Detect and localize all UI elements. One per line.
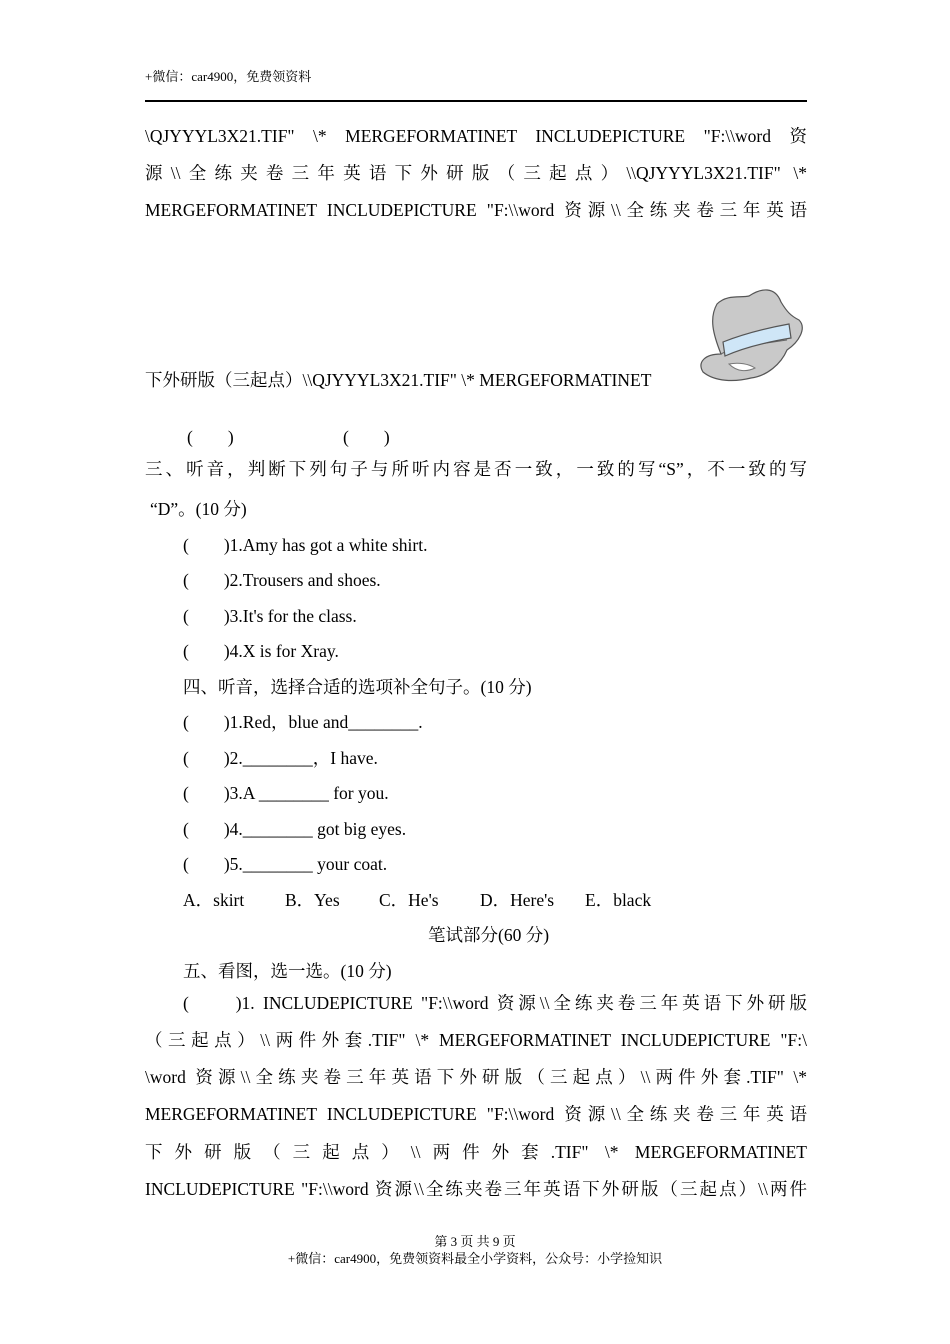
section4-item-1: ( )1.Red，blue and________. bbox=[183, 712, 423, 732]
page-footer: +微信：car4900，免费领资料最全小学资料，公众号：小学捡知识 bbox=[287, 1251, 663, 1266]
section5-title: 五、看图，选一选。(10 分) bbox=[183, 961, 392, 981]
section4-item-4: ( )4.________ got big eyes. bbox=[183, 819, 407, 839]
written-part-title: 笔试部分(60 分) bbox=[428, 925, 550, 945]
page-header: +微信：car4900，免费领资料 bbox=[145, 69, 312, 84]
intro-line-2: 源\\全练夹卷三年英语下外研版（三起点）\\QJYYYL3X21.TIF" \* bbox=[145, 163, 807, 183]
section5-line-3: \word 资源\\全练夹卷三年英语下外研版（三起点）\\两件外套.TIF" \* bbox=[145, 1067, 807, 1087]
intro-line-3: MERGEFORMATINET INCLUDEPICTURE "F:\\word 资源\\全练夹卷三年英语 bbox=[145, 200, 807, 220]
section4-item-2: ( )2.________，I have. bbox=[183, 748, 378, 768]
option-e: E．black bbox=[585, 890, 652, 910]
section3-item-2: ( )2.Trousers and shoes. bbox=[183, 570, 381, 590]
picture-bracket-1: ( ) bbox=[187, 427, 234, 447]
section4-item-3: ( )3.A ________ for you. bbox=[183, 783, 389, 803]
section4-title: 四、听音，选择合适的选项补全句子。(10 分) bbox=[183, 677, 532, 697]
section5-line-6: INCLUDEPICTURE "F:\\word 资源\\全练夹卷三年英语下外研版（三起点）\\两件 bbox=[145, 1179, 807, 1199]
section3-item-3: ( )3.It's for the class. bbox=[183, 606, 357, 626]
section5-line-5: 下外研版（三起点）\\两件外套.TIF" \* MERGEFORMATINET bbox=[145, 1142, 807, 1162]
section5-line-4: MERGEFORMATINET INCLUDEPICTURE "F:\\word 资源\\全练夹卷三年英语 bbox=[145, 1104, 807, 1124]
option-c: C．He's bbox=[379, 890, 439, 910]
section3-item-4: ( )4.X is for Xray. bbox=[183, 641, 339, 661]
option-d: D．Here's bbox=[480, 890, 555, 910]
page-number: 第 3 页 共 9 页 bbox=[434, 1234, 516, 1249]
option-a: A．skirt bbox=[183, 890, 245, 910]
section4-item-5: ( )5.________ your coat. bbox=[183, 854, 388, 874]
header-divider bbox=[145, 100, 807, 102]
section5-line-1: ( )1. INCLUDEPICTURE "F:\\word 资源\\全练夹卷三年英语下外研版 bbox=[183, 993, 807, 1013]
intro-line-4: 下外研版（三起点）\\QJYYYL3X21.TIF" \* MERGEFORMATINET bbox=[145, 370, 652, 390]
section3-title-cont: “D”。(10 分) bbox=[150, 499, 247, 519]
option-b: B．Yes bbox=[285, 890, 340, 910]
hat-picture bbox=[695, 284, 807, 384]
section5-line-2: （三起点）\\两件外套.TIF" \* MERGEFORMATINET INCLUDEPICTURE "F:\ bbox=[145, 1030, 807, 1050]
section3-title: 三、听音，判断下列句子与所听内容是否一致，一致的写“S”，不一致的写 bbox=[145, 459, 807, 479]
intro-line-1: \QJYYYL3X21.TIF" \* MERGEFORMATINET INCLUDEPICTURE "F:\\word 资 bbox=[145, 126, 807, 146]
section3-item-1: ( )1.Amy has got a white shirt. bbox=[183, 535, 428, 555]
picture-bracket-2: ( ) bbox=[343, 427, 390, 447]
